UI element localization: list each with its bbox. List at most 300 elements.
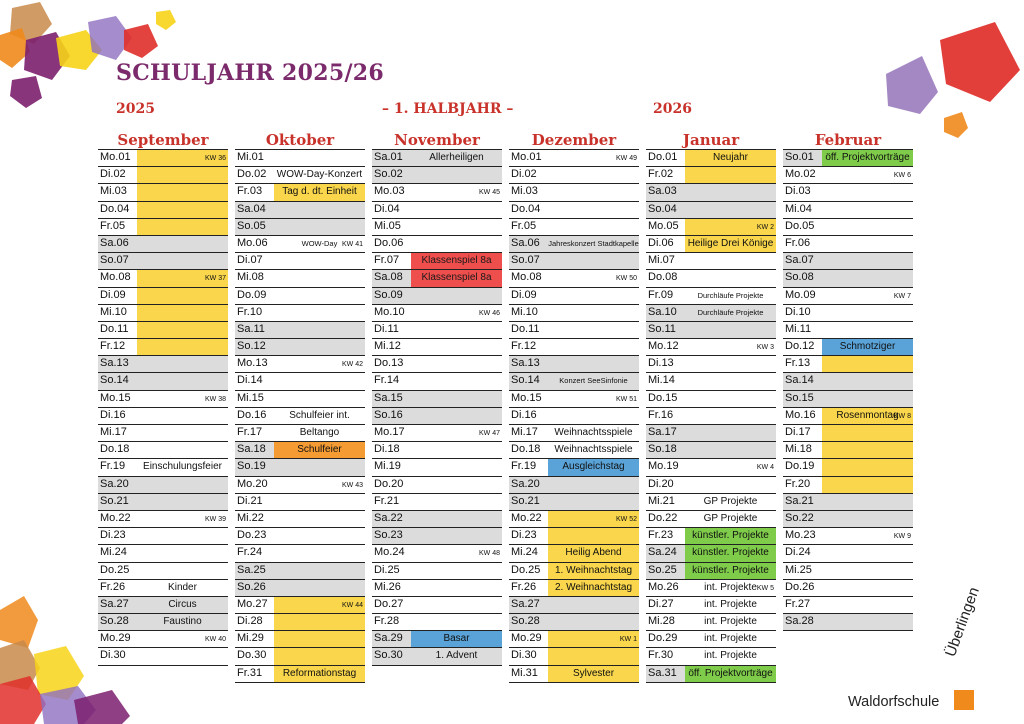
day-event-cell [411,528,502,544]
day-row [646,184,776,201]
day-date: Sa.17 [648,426,677,438]
day-date: Mo.10 [374,305,405,318]
month-column [235,130,365,683]
day-date: So.18 [648,443,677,456]
day-event-cell [411,373,502,389]
event-label: Beltango [299,427,340,438]
day-row [509,339,639,356]
day-date: Mo.01 [100,151,131,163]
day-row [372,631,502,648]
day-date: Mi.17 [511,426,538,438]
day-event-cell [411,202,502,218]
day-event-cell [548,459,639,475]
day-row [646,563,776,580]
day-row [372,373,502,390]
day-row [235,288,365,305]
day-row [783,373,913,390]
day-date: Do.29 [648,632,678,645]
day-date: Sa.27 [100,597,129,610]
event-label: GP Projekte [703,512,758,524]
event-label: Durchläufe Projekte [697,290,764,300]
day-date: Fr.13 [785,357,811,370]
day-event-cell [685,545,776,561]
day-event-cell [685,219,776,235]
day-event-cell [274,408,365,424]
day-row [235,563,365,580]
day-row [646,442,776,459]
day-event-cell [274,219,365,235]
event-label: Schulfeier int. [289,409,350,421]
day-date: Fr.31 [237,666,263,679]
day-date: Fr.24 [237,546,263,559]
day-event-cell [274,425,365,441]
deco-pentagon [34,646,84,700]
event-label: int. Projekte [704,633,757,645]
day-row [235,494,365,511]
day-date: Mo.03 [374,185,405,198]
day-row [98,425,228,442]
day-date: Di.06 [648,236,674,249]
day-event-cell [822,408,913,424]
day-row [235,614,365,631]
day-date: Mi.14 [648,374,675,387]
day-event-cell [411,270,502,286]
day-date: Di.30 [100,649,126,662]
day-date: Di.04 [374,202,400,215]
day-date: Sa.14 [785,374,814,387]
day-date: Sa.25 [237,563,266,576]
day-date: Mi.03 [511,185,538,198]
day-event-cell [685,322,776,338]
day-event-cell [137,631,228,647]
day-event-cell [274,597,365,613]
deco-pentagon [886,56,938,114]
day-date: Mo.20 [237,477,268,490]
page-title: SCHULJAHR 2025/26 [116,60,385,86]
event-label: Klassenspiel 8a [421,255,492,267]
day-date: Fr.20 [785,477,811,490]
day-date: Mi.15 [237,391,264,404]
day-date: Fr.23 [648,529,674,542]
day-row [235,270,365,287]
day-date: Do.12 [785,340,815,353]
day-event-cell [137,270,228,286]
event-label: Weihnachtsspiele [554,427,633,438]
week-number: KW 40 [204,636,226,644]
day-row [372,167,502,184]
day-row [98,288,228,305]
day-row [509,288,639,305]
event-label: WOW-Day-Konzert [276,169,363,181]
event-label: Allerheiligen [429,152,484,163]
day-date: So.11 [648,322,676,335]
week-number: KW 49 [615,155,637,162]
day-date: Mi.04 [785,202,812,215]
day-date: Mo.01 [511,151,542,163]
day-event-cell [137,459,228,475]
day-row [509,459,639,476]
day-date: Fr.10 [237,305,263,318]
day-row [783,184,913,201]
day-event-cell [822,253,913,269]
day-event-cell [274,494,365,510]
day-date: Mi.08 [237,271,264,284]
day-date: Di.18 [374,443,400,456]
day-event-cell [137,511,228,527]
day-row [372,545,502,562]
day-event-cell [685,288,776,304]
day-date: Di.23 [100,529,126,542]
day-row [235,236,365,253]
day-event-cell [137,597,228,613]
day-event-cell [822,563,913,579]
day-event-cell [548,391,639,407]
day-row [783,253,913,270]
day-row [783,425,913,442]
day-event-cell [411,477,502,493]
month-name: Dezember [509,130,639,150]
day-date: Sa.13 [100,357,129,370]
day-date: Do.27 [374,597,404,610]
day-event-cell [411,494,502,510]
day-event-cell [411,580,502,596]
day-event-cell [822,356,913,372]
day-date: Sa.03 [648,185,677,198]
day-date: Di.17 [785,426,811,438]
week-number: KW 51 [615,395,637,403]
day-event-cell [411,322,502,338]
day-event-cell [137,648,228,664]
event-label: Reformationstag [282,667,357,679]
day-date: Do.30 [237,649,267,662]
event-label: Klassenspiel 8a [421,272,492,284]
event-label: künstler. Projekte [692,564,769,576]
event-label: int. Projekte [704,616,757,628]
event-label: öff. Projektvorträge [688,667,773,679]
day-event-cell [274,356,365,372]
day-event-cell [137,442,228,458]
day-event-cell [548,236,639,252]
day-row [646,373,776,390]
day-date: Fr.12 [511,340,537,353]
day-row [98,236,228,253]
day-row [98,305,228,322]
day-row [235,150,365,167]
week-number: KW 1 [619,636,637,644]
event-label: 1. Advent [435,650,478,662]
day-row [235,184,365,201]
day-row [372,459,502,476]
day-date: Mo.13 [237,357,268,370]
day-event-cell [411,648,502,664]
deco-pentagon [56,30,102,70]
day-event-cell [685,631,776,647]
day-event-cell [411,442,502,458]
day-row [783,459,913,476]
day-event-cell [137,150,228,166]
week-number: KW 37 [204,275,226,283]
day-event-cell [685,666,776,682]
day-row [783,442,913,459]
day-event-cell [137,236,228,252]
day-date: Do.01 [648,151,678,163]
day-event-cell [274,631,365,647]
day-date: Di.25 [374,563,400,576]
deco-pentagon [156,10,176,30]
day-row [509,494,639,511]
day-date: Mi.10 [100,305,127,318]
week-number: KW 36 [204,155,226,162]
day-date: Sa.20 [511,477,540,490]
day-event-cell [137,167,228,183]
day-date: Mi.25 [785,563,812,576]
day-date: Mi.21 [648,494,675,507]
day-date: So.21 [100,494,129,507]
day-date: Di.09 [511,288,537,301]
day-row [509,270,639,287]
year-label-left: 2025 [116,101,155,117]
day-event-cell [411,288,502,304]
day-date: So.15 [785,391,814,404]
day-date: Do.05 [785,219,815,232]
day-event-cell [411,408,502,424]
day-row [509,167,639,184]
day-date: Di.24 [785,546,811,559]
day-date: Mi.24 [100,546,127,559]
day-event-cell [274,648,365,664]
day-date: Mo.08 [100,271,131,284]
day-row [783,511,913,528]
day-event-cell [685,563,776,579]
deco-pentagon [0,596,38,648]
day-event-cell [685,373,776,389]
day-row [235,322,365,339]
day-date: Mo.08 [511,271,542,284]
day-date: Mi.19 [374,460,401,473]
month-name: November [372,130,502,150]
day-event-cell [548,494,639,510]
day-row [372,322,502,339]
day-row [98,356,228,373]
day-row [646,597,776,614]
day-event-cell [411,391,502,407]
day-date: Fr.02 [648,168,674,181]
day-date: Sa.31 [648,666,677,679]
day-date: Mo.15 [511,391,542,404]
day-event-cell [411,339,502,355]
day-date: Do.15 [648,391,678,404]
day-event-cell [411,253,502,269]
day-event-cell [274,253,365,269]
day-row [646,511,776,528]
day-date: Mi.10 [511,305,538,318]
day-event-cell [548,563,639,579]
day-row [98,373,228,390]
day-date: Mi.17 [100,426,127,438]
day-date: Mo.05 [648,219,679,232]
day-date: Sa.18 [237,443,266,456]
month-name: Februar [783,130,913,150]
day-date: Fr.12 [100,340,126,353]
day-event-cell [137,305,228,321]
day-row [98,167,228,184]
day-event-cell [274,459,365,475]
deco-pentagon [944,112,968,138]
day-event-cell [548,202,639,218]
day-date: So.09 [374,288,403,301]
day-row [509,614,639,631]
day-date: Sa.11 [237,322,265,335]
day-event-cell [685,511,776,527]
day-event-cell [274,545,365,561]
day-event-cell [548,270,639,286]
day-date: So.08 [785,271,814,284]
day-date: Mi.28 [648,615,675,628]
event-label: Sylvester [572,667,615,679]
week-number: KW 7 [893,292,911,300]
event-label: 1. Weihnachtstag [554,564,633,576]
day-row [783,528,913,545]
day-date: Di.14 [237,374,263,387]
day-date: Fr.17 [237,426,263,438]
day-event-cell [548,167,639,183]
day-event-cell [685,391,776,407]
day-date: Sa.01 [374,151,403,163]
day-row [509,511,639,528]
day-event-cell [137,391,228,407]
day-event-cell [411,597,502,613]
day-date: Di.27 [648,597,674,610]
day-row [646,614,776,631]
day-row [646,528,776,545]
day-event-cell [137,339,228,355]
day-row [372,356,502,373]
week-number: KW 6 [893,172,911,180]
day-row [646,253,776,270]
day-event-cell [548,511,639,527]
day-row [509,477,639,494]
day-row [235,631,365,648]
day-event-cell [685,202,776,218]
day-row [98,563,228,580]
half-year-label: – 1. HALBJAHR – [382,101,514,117]
day-date: Fr.30 [648,649,674,662]
day-date: Do.11 [100,322,129,335]
day-row [98,614,228,631]
day-event-cell [685,356,776,372]
day-row [646,322,776,339]
day-event-cell [685,339,776,355]
day-date: Sa.22 [374,511,403,524]
day-date: Mo.17 [374,426,405,438]
day-row [98,253,228,270]
day-row [783,167,913,184]
day-row [98,580,228,597]
day-event-cell [685,459,776,475]
day-date: Do.20 [374,477,404,490]
day-row [783,339,913,356]
day-event-cell [411,614,502,630]
day-row [372,425,502,442]
day-date: Fr.07 [374,254,400,267]
day-row [646,356,776,373]
day-date: So.01 [785,151,814,163]
day-date: Fr.19 [511,460,537,473]
day-date: Fr.05 [100,219,126,232]
event-label: Ausgleichstag [562,461,625,473]
day-event-cell [137,580,228,596]
day-date: Sa.27 [511,597,540,610]
day-event-cell [685,150,776,166]
day-row [646,580,776,597]
day-row [509,408,639,425]
day-row [646,270,776,287]
day-date: Fr.26 [511,580,537,593]
day-date: Mo.27 [237,597,268,610]
day-date: Do.09 [237,288,267,301]
deco-pentagon [0,676,46,724]
day-row [372,305,502,322]
deco-pentagon [940,22,1020,102]
deco-pentagon [24,32,70,80]
day-row [509,184,639,201]
day-date: Mo.29 [511,632,542,645]
week-number: KW 8 [893,412,911,420]
day-date: So.04 [648,202,677,215]
day-event-cell [822,184,913,200]
event-label: Tag d. dt. Einheit [282,186,357,198]
day-date: Do.23 [237,529,267,542]
day-date: So.14 [511,374,540,387]
day-row [372,202,502,219]
week-number: KW 2 [756,223,774,231]
day-row [783,614,913,631]
day-row [509,545,639,562]
day-row [509,236,639,253]
event-label: GP Projekte [703,495,758,507]
month-name: Januar [646,130,776,150]
school-name: Waldorfschule [848,694,940,710]
day-event-cell [822,425,913,441]
day-event-cell [548,528,639,544]
day-event-cell [274,391,365,407]
day-date: So.07 [511,254,540,267]
day-row [783,356,913,373]
day-row [509,597,639,614]
week-number: KW 46 [478,309,500,317]
day-row [372,494,502,511]
day-event-cell [137,477,228,493]
day-row [509,563,639,580]
day-date: Di.10 [785,305,811,318]
day-date: Fr.27 [785,597,811,610]
day-event-cell [274,184,365,200]
day-event-cell [137,202,228,218]
day-row [235,648,365,665]
day-row [509,373,639,390]
day-event-cell [137,253,228,269]
day-event-cell [274,150,365,166]
day-event-cell [548,150,639,166]
day-date: Sa.29 [374,632,403,645]
day-date: Mo.22 [100,511,131,524]
day-date: Fr.05 [511,219,537,232]
day-date: Do.26 [785,580,815,593]
day-date: Di.03 [785,185,811,198]
day-event-cell [274,563,365,579]
day-event-cell [548,597,639,613]
day-row [509,219,639,236]
